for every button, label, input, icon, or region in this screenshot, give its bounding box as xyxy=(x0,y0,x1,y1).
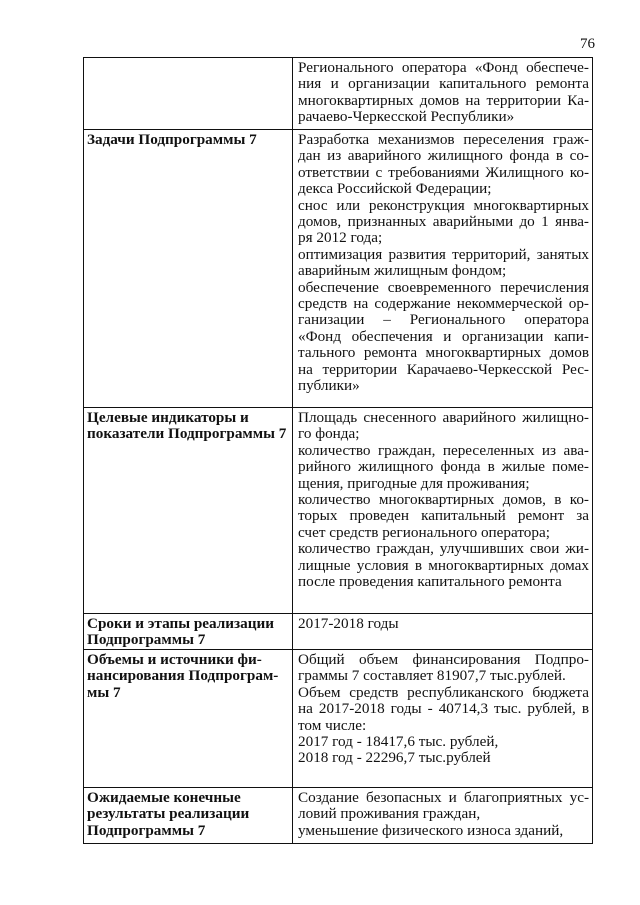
text-line: ганизации – Регионального оператора xyxy=(298,311,589,329)
text-line: ловий проживания граждан, xyxy=(298,805,481,823)
text-line: го фонда; xyxy=(298,425,360,443)
row-value xyxy=(293,408,593,614)
table-row xyxy=(84,650,593,788)
text-line: снос или реконструкция многоквартирных xyxy=(298,196,589,214)
text-line: декса Российской Федерации; xyxy=(298,180,492,198)
text-line: аварийным жилищным фондом; xyxy=(298,262,507,280)
text-line: публики» xyxy=(298,377,360,395)
text-line: граммы 7 составляет 81907,7 тыс.рублей. xyxy=(298,667,566,685)
table-row xyxy=(84,58,593,130)
text-line: Объем средств республиканского бюджета xyxy=(298,683,589,701)
text-line: количество многоквартирных домов, в ко- xyxy=(298,491,589,509)
subprogram-passport-table xyxy=(83,57,593,844)
text-line: рийного жилищного фонда в жилые поме- xyxy=(298,458,589,476)
table-row xyxy=(84,788,593,844)
row-label xyxy=(84,58,293,130)
text-line: торых проведен капитальный ремонт за xyxy=(298,507,589,525)
text-line: щения, пригодные для проживания; xyxy=(298,474,530,492)
text-line: тального ремонта многоквартирных домов xyxy=(298,344,589,362)
table-row xyxy=(84,614,593,650)
text-line: Создание безопасных и благоприятных ус- xyxy=(298,789,589,806)
text-line: количество граждан, переселенных из ава- xyxy=(298,441,589,459)
text-line: количество граждан, улучшивших свои жи- xyxy=(298,540,589,558)
table-row xyxy=(84,408,593,614)
text-line: оптимизация развития территорий, занятых xyxy=(298,245,589,263)
text-line: обеспечение своевременного перечисления xyxy=(298,278,589,296)
text-line: том числе: xyxy=(298,716,367,734)
row-label: Целевые индикаторы и показатели Подпрограммы 7 xyxy=(84,408,293,614)
row-label: Задачи Подпрограммы 7 xyxy=(84,130,293,408)
text-line: домов, признанных аварийными до 1 янва- xyxy=(298,213,589,231)
text-line: на территории Карачаево-Черкесской Рес- xyxy=(298,360,589,378)
text-line: ря 2012 года; xyxy=(298,229,383,247)
text-line: Площадь снесенного аварийного жилищно- xyxy=(298,409,589,426)
row-value xyxy=(293,614,593,650)
text-line: 2018 год - 22296,7 тыс.рублей xyxy=(298,749,491,767)
row-value xyxy=(293,130,593,408)
row-label: Ожидаемые конечные результаты реализации Подпрограммы 7 xyxy=(84,788,293,844)
text-line: на 2017-2018 годы - 40714,3 тыс. рублей, в xyxy=(298,700,589,718)
text-line: многоквартирных домов на территории Ка- xyxy=(298,91,589,109)
row-value xyxy=(293,58,593,130)
text-line: лищные условия в многоквартирных домах xyxy=(298,556,589,574)
text-line: счет средств регионального оператора; xyxy=(298,523,550,541)
row-label: Сроки и этапы реализации Подпрограммы 7 xyxy=(84,614,293,650)
text-line: дан из аварийного жилищного фонда в со- xyxy=(298,147,589,165)
text-line: 2017 год - 18417,6 тыс. рублей, xyxy=(298,733,499,751)
page-number: 76 xyxy=(580,36,595,52)
table-row xyxy=(84,130,593,408)
text-line: после проведения капитального ремонта xyxy=(298,573,562,591)
row-value xyxy=(293,788,593,844)
text-line: уменьшение физического износа зданий, xyxy=(298,821,564,839)
text-line: Регионального оператора «Фонд обеспече- xyxy=(298,59,589,76)
text-line: Разработка механизмов переселения граж- xyxy=(298,131,589,148)
row-label: Объемы и источники фи-нансирования Подпрограм-мы 7 xyxy=(84,650,293,788)
text-line: Общий объем финансирования Подпро- xyxy=(298,651,589,668)
text-line: рачаево-Черкесской Республики» xyxy=(298,108,515,126)
text-line: средств на содержание некоммерческой ор- xyxy=(298,295,589,313)
text-line: «Фонд обеспечения и организации капи- xyxy=(298,327,589,345)
row-value xyxy=(293,650,593,788)
text-line: 2017-2018 годы xyxy=(298,615,399,632)
text-line: ния и организации капитального ремонта xyxy=(298,75,589,93)
text-line: ответствии с требованиями Жилищного ко- xyxy=(298,163,589,181)
